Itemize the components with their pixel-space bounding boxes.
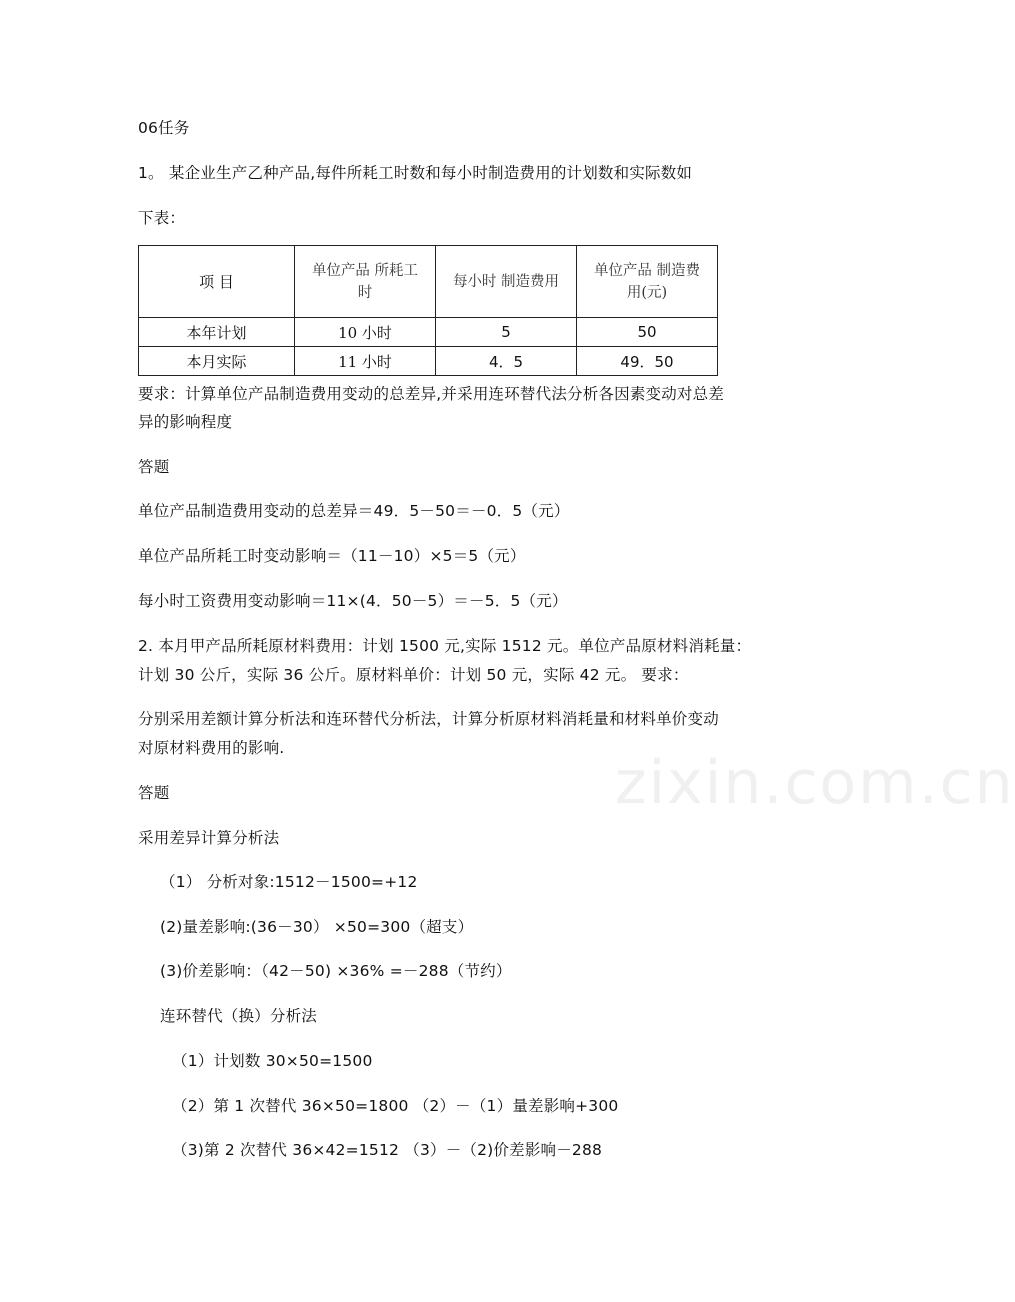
- question-1-line-1: 1。 某企业生产乙种产品,每件所耗工时数和每小时制造费用的计划数和实际数如: [138, 164, 693, 182]
- answer-1-line-2: 单位产品所耗工时变动影响＝（11－10）×5＝5（元）: [138, 547, 526, 565]
- table-header-cell: 每小时 制造费用: [436, 246, 577, 318]
- method-2-step-3: （3)第 2 次替代 36×42=1512 （3）－（2)价差影响－288: [172, 1141, 603, 1159]
- table-cell: 11 小时: [295, 347, 436, 376]
- table-cell: 4．5: [436, 347, 577, 376]
- answer-1-line-1: 单位产品制造费用变动的总差异＝49．5－50＝－0．5（元）: [138, 502, 570, 520]
- section-heading: 06任务: [138, 119, 190, 137]
- method-1-step-1: （1） 分析对象:1512－1500=+12: [160, 873, 418, 891]
- table-cell: 本月实际: [139, 347, 295, 376]
- cost-table: [138, 245, 718, 376]
- method-2-title: 连环替代（换）分析法: [160, 1007, 318, 1025]
- table-cell: 10 小时: [295, 318, 436, 347]
- watermark-text: zixin.com.cn: [615, 748, 1015, 818]
- answer-1-line-3: 每小时工资费用变动影响＝11×(4．50－5）＝－5．5（元）: [138, 592, 568, 610]
- answer-2-title: 答题: [138, 784, 170, 802]
- requirement-line-2: 异的影响程度: [138, 413, 233, 431]
- table-header-row: [139, 246, 718, 318]
- table-cell: 本年计划: [139, 318, 295, 347]
- table-cell: 50: [577, 318, 718, 347]
- table-header-cell: 项 目: [139, 246, 295, 318]
- table-cell: 49．50: [577, 347, 718, 376]
- question-2-line-2: 计划 30 公斤，实际 36 公斤。原材料单价：计划 50 元，实际 42 元。 要求：: [138, 666, 689, 684]
- method-1-title: 采用差异计算分析法: [138, 829, 280, 847]
- method-1-step-2: (2)量差影响:(36－30） ×50=300（超支）: [160, 918, 474, 936]
- table-row: [139, 318, 718, 347]
- method-2-step-2: （2）第 1 次替代 36×50=1800 （2）－（1）量差影响+300: [172, 1097, 619, 1115]
- table-cell: 5: [436, 318, 577, 347]
- method-1-step-3: (3)价差影响：（42－50) ×36% =－288（节约）: [160, 962, 512, 980]
- table-row: [139, 347, 718, 376]
- answer-1-title: 答题: [138, 458, 170, 476]
- table-header-cell: 单位产品 所耗工时: [295, 246, 436, 318]
- question-2-line-1: 2. 本月甲产品所耗原材料费用：计划 1500 元,实际 1512 元。单位产品原材料消耗量：: [138, 637, 752, 655]
- question-2-line-4: 对原材料费用的影响.: [138, 739, 285, 757]
- question-2-line-3: 分别采用差额计算分析法和连环替代分析法，计算分析原材料消耗量和材料单价变动: [138, 710, 719, 728]
- question-1-line-2: 下表：: [138, 209, 186, 227]
- table-header-cell: 单位产品 制造费用(元): [577, 246, 718, 318]
- method-2-step-1: （1）计划数 30×50=1500: [172, 1052, 373, 1070]
- requirement-line-1: 要求：计算单位产品制造费用变动的总差异,并采用连环替代法分析各因素变动对总差: [138, 385, 725, 403]
